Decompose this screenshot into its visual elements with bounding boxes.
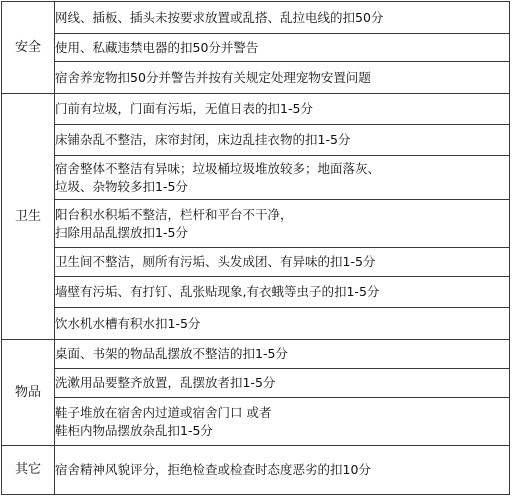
table-row (2, 125, 510, 156)
category-label-hygiene: 卫生 (2, 94, 55, 340)
category-label-items: 物品 (2, 340, 55, 446)
table-row (2, 369, 510, 398)
rule-item: 墙壁有污垢、有打钉、乱张贴现象,有衣蛾等虫子的扣1-5分 (55, 277, 510, 308)
rule-item: 使用、私藏违禁电器的扣50分并警告 (55, 34, 510, 62)
rule-item: 宿舍整体不整洁有异味；垃圾桶垃圾堆放较多；地面落灰、 垃圾、杂物较多扣1-5分 (55, 156, 510, 200)
table-row (2, 34, 510, 62)
rule-item: 饮水机水槽有积水扣1-5分 (55, 308, 510, 340)
rule-item: 宿舍精神风貌评分，拒绝检查或检查时态度恶劣的扣10分 (55, 446, 510, 495)
rule-item: 网线、插板、插头未按要求放置或乱搭、乱拉电线的扣50分 (55, 2, 510, 34)
table-row (2, 156, 510, 200)
table-row (2, 62, 510, 94)
table-row (2, 94, 510, 125)
category-label-other: 其它 (2, 446, 55, 495)
table-row (2, 398, 510, 446)
table-row (2, 248, 510, 277)
category-label-safety: 安全 (2, 2, 55, 94)
rule-item: 阳台积水积垢不整洁，栏杆和平台不干净， 扫除用品乱摆放扣1-5分 (55, 200, 510, 248)
rule-item: 洗漱用品要整齐放置，乱摆放者扣1-5分 (55, 369, 510, 398)
table-row (2, 277, 510, 308)
rule-item: 桌面、书架的物品乱摆放不整洁的扣1-5分 (55, 340, 510, 369)
table-row (2, 2, 510, 34)
rules-table (1, 1, 510, 495)
rule-item: 门前有垃圾，门面有污垢，无值日表的扣1-5分 (55, 94, 510, 125)
rule-item: 鞋子堆放在宿舍内过道或宿舍门口 或者 鞋柜内物品摆放杂乱扣1-5分 (55, 398, 510, 446)
table-row (2, 446, 510, 495)
table-row (2, 200, 510, 248)
table-row (2, 340, 510, 369)
rule-item: 宿舍养宠物扣50分并警告并按有关规定处理宠物安置问题 (55, 62, 510, 94)
rule-item: 卫生间不整洁，厕所有污垢、头发成团、有异味的扣1-5分 (55, 248, 510, 277)
rule-item: 床铺杂乱不整洁，床帘封闭，床边乱挂衣物的扣1-5分 (55, 125, 510, 156)
table-row (2, 308, 510, 340)
